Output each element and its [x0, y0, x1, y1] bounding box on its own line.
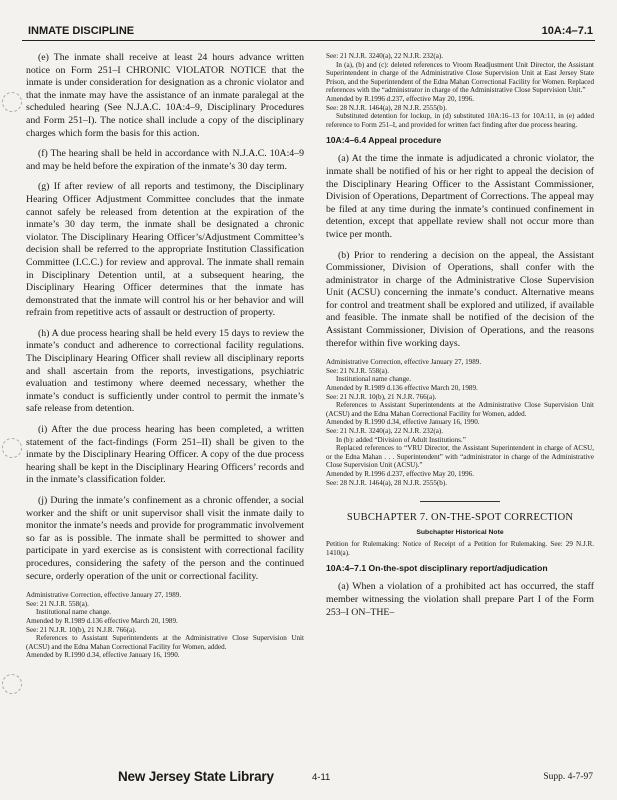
paragraph: (j) During the inmate’s confinement as a chronic offender, a social worker and the shift or unit supervisor shall visit the inmate daily to monitor the inmate’s needs and provide for programmatic involvement so far as is possible. The inmate shall be permitted to shower and participate in yard exercise as is consistent with correctional facility procedures, considering the safety of the person and the continued secure, orderly operation of the unit or correctional facility. [26, 495, 304, 582]
note-line: Amended by R.1990 d.34, effective January 16, 1990. [326, 418, 480, 427]
punch-hole-mark [2, 92, 22, 112]
note-line: Administrative Correction, effective January 27, 1989. [326, 358, 482, 367]
right-history-note-top [326, 52, 594, 129]
section-paragraph: (a) When a violation of a prohibited act has occurred, the staff member witnessing the violation shall prepare Part I of the Form 253–I ON–THE– [326, 581, 594, 618]
page-number: 4-11 [312, 772, 331, 783]
note-line: Amended by R.1990 d.34, effective January 16, 1990. [26, 651, 180, 660]
note-line: References to Assistant Superintendents at the Administrative Close Supervision Unit (ACSU) and the Edna Mahan Correctional Facility for Women, added. [26, 634, 304, 651]
library-stamp: New Jersey State Library [118, 769, 274, 784]
section-heading-appeal: 10A:4–6.4 Appeal procedure [326, 135, 442, 146]
note-line: See: 21 N.J.R. 3240(a), 22 N.J.R. 232(a). [326, 427, 444, 435]
note-line: References to Assistant Superintendents at the Administrative Close Supervision Unit (ACSU) and the Edna Mahan Correctional Facility for Women, added. [326, 401, 594, 418]
note-line: Amended by R.1989 d.136 effective March 20, 1989. [326, 384, 478, 393]
note-line: See: 21 N.J.R. 3240(a), 22 N.J.R. 232(a). [326, 52, 444, 60]
paragraph: (h) A due process hearing shall be held every 15 days to review the inmate’s conduct and adherence to correctional facility regulations. The Disciplinary Hearing Officer shall review all disciplinary reports and shall ascertain from the reports, investigations, psychiatric evaluation and testimony where deemed necessary, whether the inmate’s conduct is sufficiently under control to permit the inmate’s safe release from detention. [26, 327, 304, 415]
note-line: Amended by R.1989 d.136 effective March 20, 1989. [26, 616, 178, 625]
note-line: See: 21 N.J.R. 558(a). [26, 599, 89, 608]
left-history-note [26, 591, 304, 660]
page-footer [0, 766, 617, 788]
historical-note: Petition for Rulemaking: Notice of Receipt of a Petition for Rulemaking. See: 29 N.J.R. 1410(a). [326, 540, 594, 557]
paragraph: (e) The inmate shall receive at least 24 hours advance written notice on Form 251–I CHRONIC VIOLATOR NOTICE that the inmate is under consideration for designation as a chronic violator and that the inmate may have the assistance of an inmate paralegal at the scheduled hearing (See N.J.A.C. 10A:4–9, Disciplinary Procedures and Form 251–I). The notice shall include a copy of the disciplinary charges which form the basis for this action. [26, 52, 304, 139]
note-line: See: 21 N.J.R. 10(b), 21 N.J.R. 766(a). [326, 392, 437, 401]
paragraph: (b) Prior to rendering a decision on the appeal, the Assistant Commissioner, Division of Operations, shall confer with the administrator in charge of the Administrative Close Supervision Unit (ACSU) concerning the inmate’s conduct. Alternative means for control and treatment shall be explored and utilized, if available and feasible. The inmate shall be notified of the decision of the Assistant Commissioner, Division of Operations, and the reasons therefor within five working days. [326, 249, 594, 349]
note-line: In (b): added “Division of Adult Institutions.” [336, 435, 466, 444]
punch-hole-mark [2, 438, 22, 458]
note-line: Institutional name change. [336, 375, 412, 384]
note-line: See: 28 N.J.R. 1464(a), 28 N.J.R. 2555(b). [326, 478, 447, 487]
divider [420, 501, 500, 502]
note-line: Substituted detention for lockup, in (d) substituted 10A:16–13 for 10A:11, in (e) added reference to Form 251–I, and provided for written fact finding after due process hearing. [326, 112, 594, 129]
paragraph: (g) If after review of all reports and testimony, the Disciplinary Hearing Officer Adjustment Committee concludes that the inmate cannot safely be released from detention at the expiration of the inmate’s 30 day term, the inmate shall be designated a chronic violator. The Disciplinary Hearing Officer’s/Adjustment Committee’s decision shall be referred to the appropriate Institution Classification Committee (I.C.C.) for review and approval. The inmate shall remain in Disciplinary Detention until, at a subsequent hearing, the Disciplinary Hearing Officer determines that the inmate has demonstrated that the inmate will control his or her behavior and will refrain from repetitive acts of assault or destruction of property. [26, 181, 304, 319]
paragraph: (i) After the due process hearing has been completed, a written statement of the fact-findings (Form 251–II) shall be given to the inmate by the Disciplinary Hearing Officer. A copy of the due process hearing shall be kept in the Disciplinary Hearing Officers’ records and in the inmate’s classification folder. [26, 424, 304, 486]
right-paragraphs [326, 153, 594, 350]
right-column [326, 52, 594, 752]
section-heading-on-the-spot: 10A:4–7.1 On-the-spot disciplinary report/adjudication [326, 563, 548, 574]
note-line: Administrative Correction, effective January 27, 1989. [26, 591, 182, 600]
subchapter-title: SUBCHAPTER 7. ON-THE-SPOT CORRECTION [346, 512, 574, 524]
note-line: Amended by R.1996 d.237, effective May 20, 1996. [326, 469, 475, 478]
paragraph: (f) The hearing shall be held in accordance with N.J.A.C. 10A:4–9 and may be held before the expiration of the inmate’s 30 day term. [26, 148, 304, 172]
note-line: See: 21 N.J.R. 558(a). [326, 366, 389, 375]
note-line: Replaced references to “VRU Director, the Assistant Superintendent in charge of ACSU, or the Edna Mahan . . . Superintendent” with “administrator in charge of the Administrative Close Supervision Unit (ACSU).” [326, 444, 594, 470]
punch-hole-mark [2, 674, 22, 694]
header-section-number: 10A:4–7.1 [541, 25, 593, 37]
note-line: See: 21 N.J.R. 10(b), 21 N.J.R. 766(a). [26, 625, 137, 634]
note-line: Institutional name change. [36, 608, 112, 617]
note-line: See: 28 N.J.R. 1464(a), 28 N.J.R. 2555(b). [326, 103, 447, 112]
paragraph: (a) At the time the inmate is adjudicated a chronic violator, the inmate shall be notified of his or her right to appeal the decision of the Disciplinary Hearing Officer to the Assistant Commissioner, Division of Operations, Department of Corrections. The appeal may be filed at any time during the inmate’s continued confinement in detention, except that appellate review shall not occur more than twice per month. [326, 153, 594, 240]
right-history-note [326, 358, 594, 487]
left-column [26, 52, 304, 752]
historical-note-heading: Subchapter Historical Note [416, 529, 504, 537]
header-title: INMATE DISCIPLINE [28, 25, 135, 37]
note-line: Amended by R.1996 d.237, effective May 20, 1996. [326, 94, 475, 103]
left-paragraphs [26, 52, 304, 583]
note-line: In (a), (b) and (c): deleted references to Vroom Readjustment Unit Director, the Assistant Superintendent in charge of the Administrative Close Supervision Unit at East Jersey State Prison, and the Superintendent of the Edna Mahan Correctional Facility for Women. Replaced references with the “administrator in charge of the Administrative Close Supervision Unit.” [326, 60, 594, 95]
supplement-date: Supp. 4-7-97 [543, 772, 593, 782]
running-header [22, 22, 595, 41]
